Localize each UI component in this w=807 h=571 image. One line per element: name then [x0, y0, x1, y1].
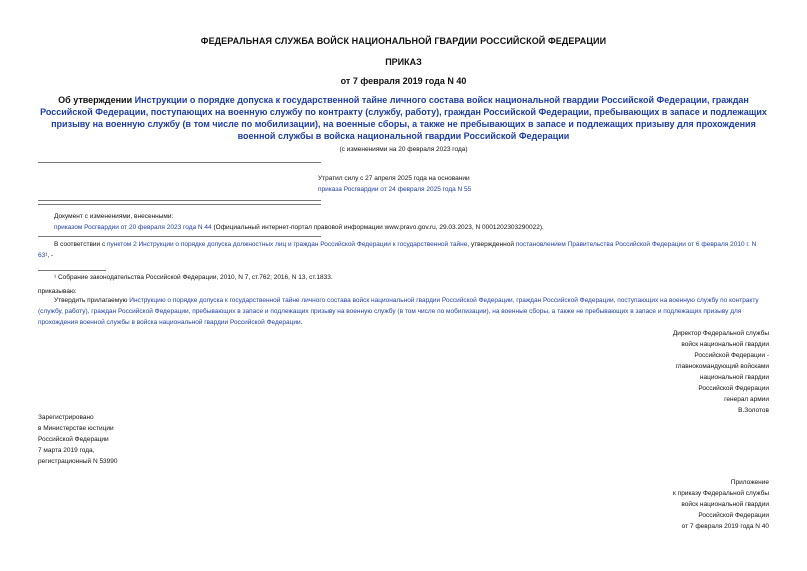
expiry-note: Утратил силу с 27 апреля 2025 года на основании — [318, 175, 470, 182]
signature-line: войск национальной гвардии — [681, 341, 769, 348]
divider-line — [38, 204, 321, 205]
amended-note: (с изменениями на 20 февраля 2023 года) — [339, 146, 468, 153]
appendix-line: Российской Федерации — [698, 512, 769, 519]
footnote-divider — [38, 270, 106, 271]
signature-line: Директор Федеральной службы — [672, 330, 769, 337]
signature-line: национальной гвардии — [699, 374, 769, 381]
agency-heading: ФЕДЕРАЛЬНАЯ СЛУЖБА ВОЙСК НАЦИОНАЛЬНОЙ ГВАРДИИ РОССИЙСКОЙ ФЕДЕРАЦИИ — [200, 36, 607, 46]
order-word: приказываю: — [38, 288, 77, 295]
footnote: ¹ Собрание законодательства Российской Федерации, 2010, N 7, ст.762; 2016, N 13, ст.1833. — [54, 274, 333, 281]
registration-line: регистрационный N 53990 — [38, 458, 118, 465]
basis-paragraph — [38, 239, 769, 261]
divider-line — [38, 200, 321, 201]
registration-line: Зарегистрировано — [38, 414, 94, 421]
signature-block — [673, 328, 769, 416]
basis-text-2: , утвержденной — [467, 241, 516, 248]
basis-text-1: В соответствии с — [54, 241, 108, 248]
divider-line — [38, 162, 321, 163]
appendix-line: войск национальной гвардии — [681, 501, 769, 508]
appendix-line: от 7 февраля 2019 года N 40 — [681, 523, 769, 530]
title-instruction-link[interactable]: Инструкции о порядке допуска к государственной тайне личного состава войск национальной гвардии Российской Федерации, граждан Российской Федерации, поступающих на военную службу по контракту (службу, работу), граждан Российской Федерации, пребывающих в запасе и подлежащих призыву на военную службу (в том числе по мобилизации), на военные сборы, а также не пребывающих в запасе и подлежащих призыву для прохождения военной службы в войска национальной гвардии Российской Федерации — [40, 95, 767, 141]
registration-block — [38, 412, 118, 467]
approve-text-2: . — [300, 319, 303, 326]
divider-line — [38, 236, 321, 237]
basis-text-3: ¹, - — [45, 252, 54, 259]
registration-line: в Министерстве юстиции — [38, 425, 114, 432]
registration-line: 7 марта 2019 года, — [38, 447, 95, 454]
doc-type-heading: ПРИКАЗ — [385, 57, 422, 67]
signature-line: В.Золотов — [738, 407, 769, 414]
appendix-line: Приложение — [730, 479, 769, 486]
basis-resolution-link[interactable]: постановлением Правительства Российской Федерации от 6 февраля 2010 г. N 63 — [38, 241, 757, 259]
signature-line: Российской Федерации — [698, 385, 769, 392]
appendix-block — [673, 477, 769, 532]
appendix-line: к приказу Федеральной службы — [673, 490, 769, 497]
title-prefix: Об утверждении — [58, 95, 135, 105]
changes-line — [54, 222, 769, 233]
changes-details: (Официальный интернет-портал правовой информации www.pravo.gov.ru, 29.03.2023, N 0001202303290022). — [211, 224, 544, 231]
registration-line: Российской Федерации — [38, 436, 109, 443]
approve-paragraph — [38, 295, 769, 328]
approve-text-1: Утвердить прилагаемую — [54, 297, 130, 304]
approve-instruction-link[interactable]: Инструкцию о порядке допуска к государственной тайне личного состава войск национальной гвардии Российской Федерации, граждан Российской Федерации, поступающих на военную службу по контракту (службу, работу), граждан Российской Федерации, пребывающих в запасе и подлежащих призыву на военную службу (в том числе по мобилизации), на военные сборы, а также не пребывающих в запасе и подлежащих призыву для прохождения военной службы в войска национальной гвардии Российской Федерации — [38, 297, 759, 326]
signature-line: Российской Федерации - — [694, 352, 769, 359]
changes-label: Документ с изменениями, внесенными: — [54, 213, 174, 220]
changes-order-link[interactable]: приказом Росгвардии от 20 февраля 2023 года N 44 — [54, 224, 212, 231]
signature-line: главнокомандующий войсками — [675, 363, 769, 370]
date-number-heading: от 7 февраля 2019 года N 40 — [340, 76, 467, 86]
signature-line: генерал армии — [724, 396, 769, 403]
document-title — [38, 94, 769, 142]
expiry-order-link[interactable]: приказа Росгвардии от 24 февраля 2025 года N 55 — [318, 186, 472, 193]
basis-instruction-link[interactable]: пунктом 2 Инструкции о порядке допуска должностных лиц и граждан Российской Федерации к государственной тайне — [107, 241, 468, 248]
